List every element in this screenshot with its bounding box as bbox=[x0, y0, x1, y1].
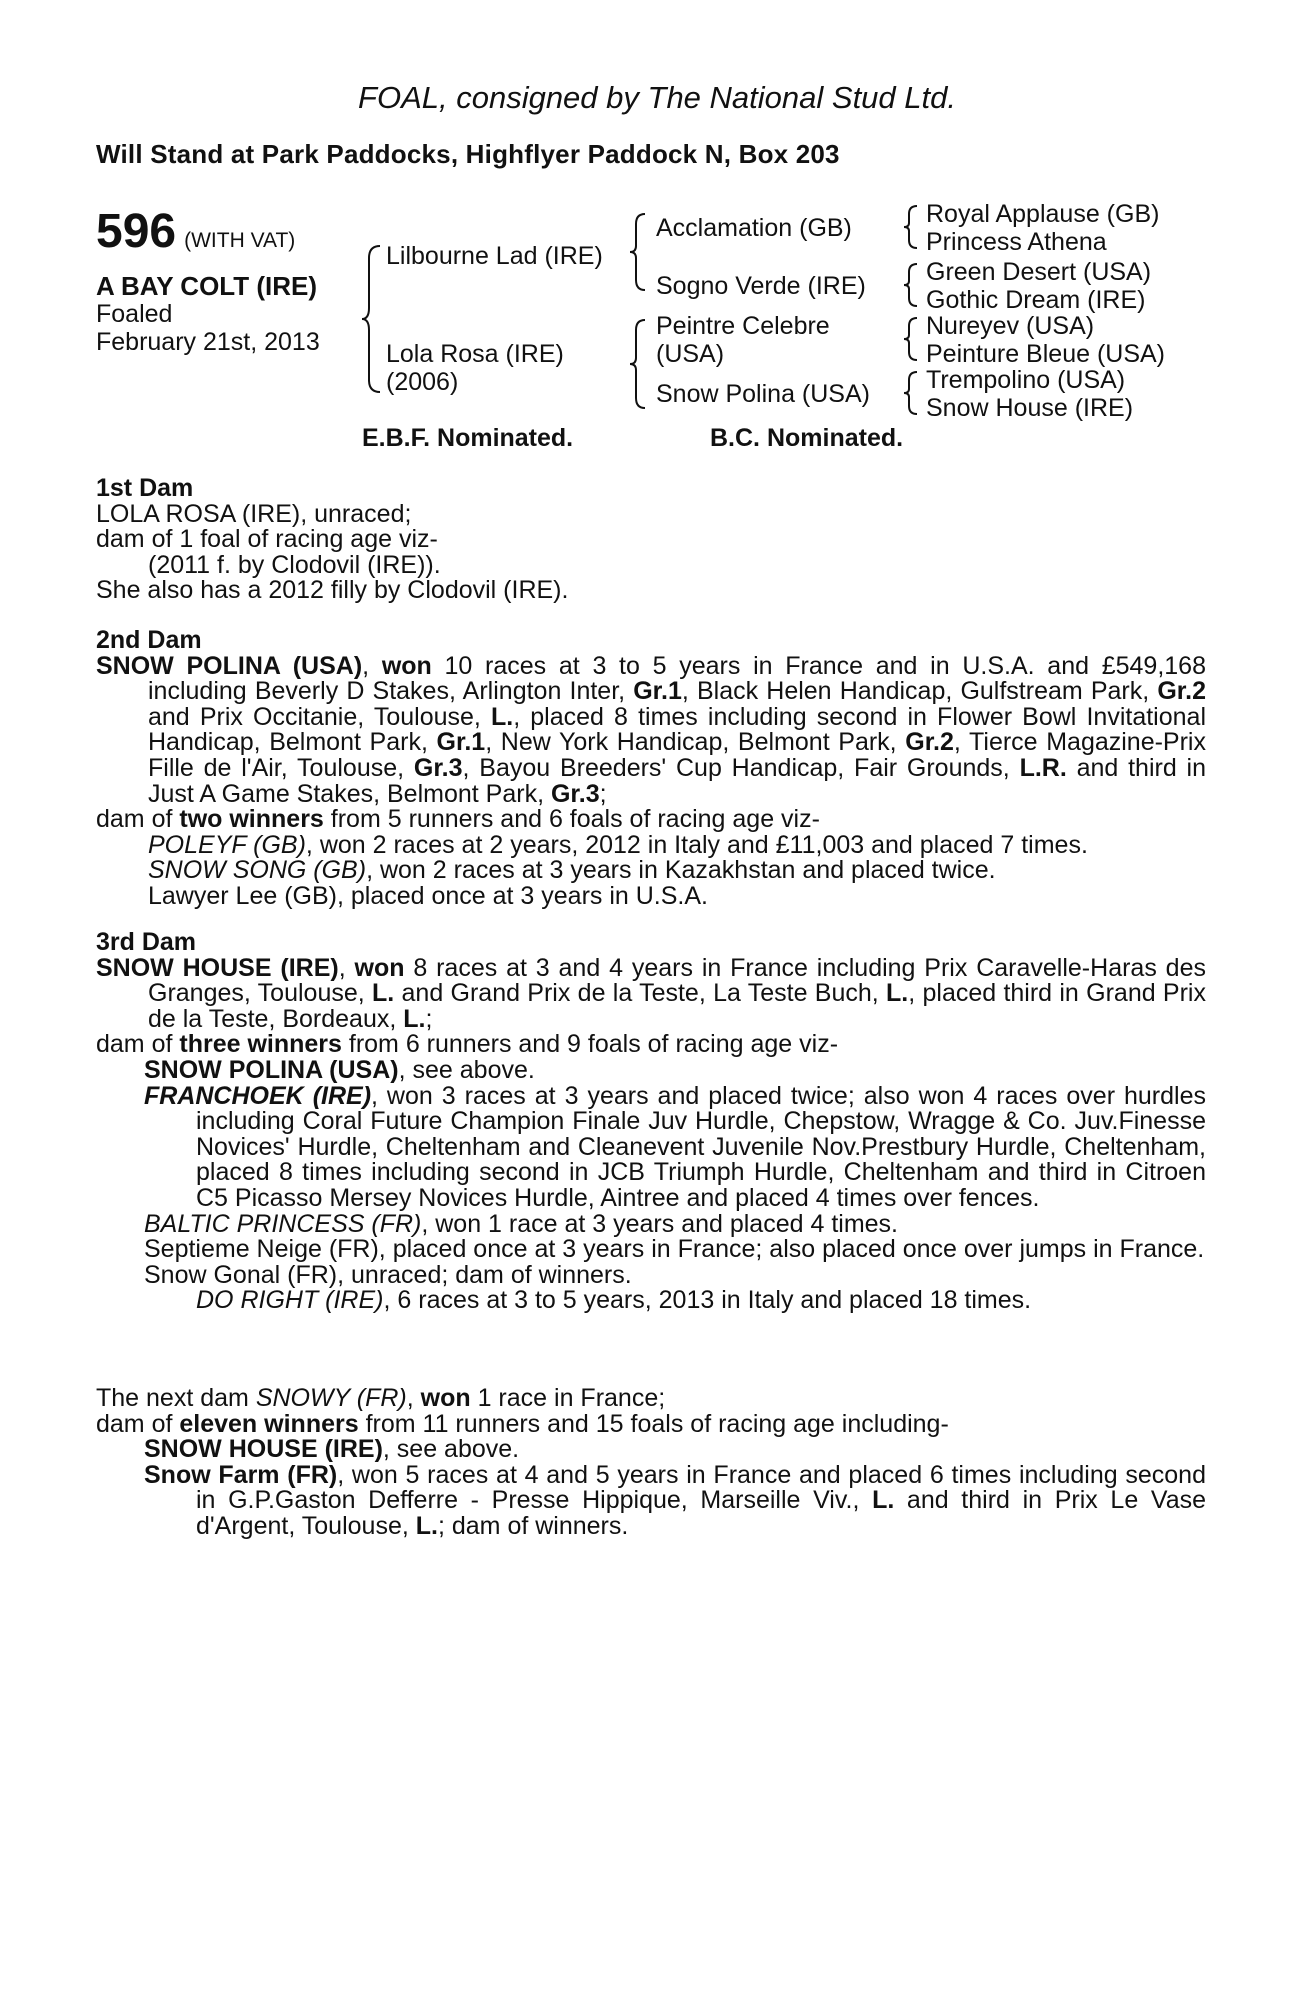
progeny-line bbox=[96, 1288, 1206, 1314]
grade-badge: Gr.2 bbox=[905, 728, 954, 757]
grade-badge: Gr.3 bbox=[413, 753, 463, 782]
foaled-date: February 21st, 2013 bbox=[96, 328, 320, 356]
dam-of-line bbox=[96, 1032, 1206, 1058]
record-text: , Bayou Breeders' Cup Handicap, Fair Grounds, bbox=[462, 753, 1020, 782]
record-text: and third in Just A Game Stakes, Belmont Park, bbox=[148, 753, 1206, 808]
first-dam-line: dam of 1 foal of racing age viz- bbox=[96, 525, 438, 554]
progeny-text: , won 1 race at 3 years and placed 4 times. bbox=[421, 1209, 898, 1238]
third-dam-record: SNOW HOUSE (IRE), won 8 races at 3 and 4 years in France including Prix Caravelle-Haras des Granges, Toulouse, L. and Grand Prix de la Teste, La Teste Buch, L., placed third in Grand Prix de la Teste, Bordeaux, L.; bbox=[96, 953, 1206, 1033]
progeny-name: SNOW SONG (GB) bbox=[148, 856, 367, 885]
progeny-name: BALTIC PRINCESS (FR) bbox=[144, 1209, 422, 1238]
progeny-name: Snow Farm (FR) bbox=[144, 1460, 338, 1489]
pedigree-dam-line2: (2006) bbox=[386, 368, 459, 396]
listed-badge: L. bbox=[372, 979, 395, 1008]
pedigree-brace-main bbox=[360, 244, 384, 394]
progeny-line: Snow Gonal (FR), unraced; dam of winners. bbox=[144, 1260, 632, 1289]
progeny-name: POLEYF (GB) bbox=[148, 830, 306, 859]
dam-of-text: dam of bbox=[96, 1409, 180, 1438]
record-text: , placed 8 times including second in Flower Bowl Invitational Handicap, Belmont Park, bbox=[148, 702, 1207, 757]
progeny-text: , won 2 races at 3 years in Kazakhstan and placed twice. bbox=[366, 856, 996, 885]
dam-of-text: from 6 runners and 9 foals of racing age viz- bbox=[341, 1030, 839, 1059]
dam-of-text: from 5 runners and 6 foals of racing age viz- bbox=[323, 805, 820, 834]
listed-badge: L. bbox=[403, 1004, 426, 1033]
next-dam-text: 1 race in France; bbox=[470, 1384, 666, 1412]
grade-badge: Gr.3 bbox=[550, 779, 600, 808]
first-dam-line: She also has a 2012 filly by Clodovil (IRE). bbox=[96, 576, 569, 605]
pedigree-ddd: Snow House (IRE) bbox=[926, 394, 1134, 422]
progeny-line bbox=[96, 830, 1206, 859]
pedigree-sss: Royal Applause (GB) bbox=[926, 200, 1160, 228]
progeny-line bbox=[96, 858, 1206, 884]
consignor-heading: FOAL, consigned by The National Stud Ltd. bbox=[358, 80, 956, 115]
pedigree-brace-sire bbox=[628, 212, 648, 292]
dam-of-line bbox=[96, 807, 1206, 833]
record-text: , Black Helen Handicap, Gulfstream Park, bbox=[681, 677, 1158, 706]
bc-nominated: B.C. Nominated. bbox=[710, 424, 904, 452]
first-dam-line: (2011 f. by Clodovil (IRE)). bbox=[148, 550, 441, 579]
dam-of-line bbox=[96, 1409, 1206, 1438]
first-dam-section bbox=[96, 476, 1206, 604]
progeny-name: DO RIGHT (IRE) bbox=[196, 1286, 384, 1315]
progeny-name: SNOW POLINA (USA) bbox=[144, 1055, 399, 1084]
pedigree-dam-line1: Lola Rosa (IRE) bbox=[386, 340, 564, 368]
grade-badge: Gr.2 bbox=[1157, 677, 1206, 706]
progeny-name: SNOW HOUSE (IRE) bbox=[144, 1435, 383, 1464]
next-dam-line bbox=[96, 1386, 1206, 1412]
progeny-text: , see above. bbox=[382, 1435, 520, 1464]
second-dam-title: 2nd Dam bbox=[96, 626, 202, 654]
second-dam-section bbox=[96, 628, 1206, 910]
progeny-line bbox=[96, 1081, 1206, 1212]
progeny-text: and third in Prix Le Vase d'Argent, Toulouse, bbox=[196, 1486, 1207, 1540]
record-text: ; bbox=[599, 779, 607, 808]
progeny-line bbox=[96, 1437, 1206, 1463]
pedigree-sdd: Gothic Dream (IRE) bbox=[926, 286, 1146, 314]
record-text: , Tierce Magazine-Prix Fille de l'Air, Toulouse, bbox=[148, 728, 1206, 782]
pedigree-sire-sire: Acclamation (GB) bbox=[656, 214, 852, 242]
next-dam-section bbox=[96, 1386, 1206, 1540]
progeny-text: , won 2 races at 2 years, 2012 in Italy and £11,003 and placed 7 times. bbox=[305, 830, 1088, 859]
record-text: 10 races at 3 to 5 years in France and in U.S.A. and £549,168 including Beverly D Stakes, Arlington Inter, bbox=[148, 651, 1206, 706]
pedigree-brace-dd bbox=[902, 370, 920, 416]
pedigree-dam-dam: Snow Polina (USA) bbox=[656, 380, 870, 408]
grade-badge: Gr.1 bbox=[633, 677, 682, 706]
record-text: and Prix Occitanie, Toulouse, bbox=[148, 702, 491, 731]
progeny-text: , 6 races at 3 to 5 years, 2013 in Italy and placed 18 times. bbox=[383, 1286, 1032, 1315]
pedigree-dam-sire-line1: Peintre Celebre bbox=[656, 312, 830, 340]
ebf-nominated: E.B.F. Nominated. bbox=[362, 424, 574, 452]
pedigree-sds: Green Desert (USA) bbox=[926, 258, 1152, 286]
winners-count: three winners bbox=[179, 1030, 342, 1059]
record-text: , New York Handicap, Belmont Park, bbox=[485, 728, 906, 757]
foaled-label: Foaled bbox=[96, 300, 173, 328]
pedigree-ssd: Princess Athena bbox=[926, 228, 1107, 256]
lot-number bbox=[96, 206, 295, 267]
pedigree-dds: Trempolino (USA) bbox=[926, 366, 1126, 394]
progeny-line bbox=[96, 1055, 1206, 1084]
record-text: 8 races at 3 and 4 years in France including Prix Caravelle-Haras des Granges, Toulouse, bbox=[148, 953, 1206, 1008]
first-dam-title: 1st Dam bbox=[96, 474, 194, 502]
pedigree-dsd: Peinture Bleue (USA) bbox=[926, 340, 1166, 368]
record-text: and Grand Prix de la Teste, La Teste Buch, bbox=[394, 979, 887, 1008]
winners-count: two winners bbox=[179, 805, 324, 834]
pedigree-dss: Nureyev (USA) bbox=[926, 312, 1095, 340]
second-dam-record: SNOW POLINA (USA), won 10 races at 3 to 5 years in France and in U.S.A. and £549,168 including Beverly D Stakes, Arlington Inter, Gr.1, Black Helen Handicap, Gulfstream Park, Gr.2 and Prix Occitanie, Toulouse, L., placed 8 times including second in Flower Bowl Invitational Handicap, Belmont Park, Gr.1, New York Handicap, Belmont Park, Gr.2, Tierce Magazine-Prix Fille de l'Air, Toulouse, Gr.3, Bayou Breeders' Cup Handicap, Fair Grounds, L.R. and third in Just A Game Stakes, Belmont Park, Gr.3; bbox=[96, 651, 1207, 808]
listed-badge: L.R. bbox=[1019, 753, 1067, 782]
grade-badge: Gr.1 bbox=[436, 728, 486, 757]
pedigree-brace-ss bbox=[902, 204, 920, 250]
pedigree-brace-dam bbox=[628, 318, 648, 410]
pedigree-sire: Lilbourne Lad (IRE) bbox=[386, 242, 603, 270]
dam-of-text: from 11 runners and 15 foals of racing age including- bbox=[358, 1409, 949, 1438]
pedigree-sire-dam: Sogno Verde (IRE) bbox=[656, 272, 866, 300]
progeny-text: , won 3 races at 3 years and placed twice; also won 4 races over hurdles including Coral Future Champion Finale Juv Hurdle, Chepstow, Wragge & Co. Juv.Finesse Novices' Hurdle, Cheltenham and Cleanevent Juvenile Nov.Prestbury Hurdle, Cheltenham, placed 8 times including second in JCB Triumph Hurdle, Cheltenham and third in Citroen C5 Picasso Mersey Novices Hurdle, Aintree and placed 4 times over fences. bbox=[196, 1081, 1206, 1212]
third-dam-title: 3rd Dam bbox=[96, 928, 197, 956]
progeny-text: , won 5 races at 4 and 5 years in France and placed 6 times including second in G.P.Gaston Defferre - Presse Hippique, Marseille Viv., bbox=[196, 1460, 1206, 1515]
lot-name: A BAY COLT (IRE) bbox=[96, 271, 318, 301]
listed-badge: L. bbox=[415, 1511, 438, 1540]
third-dam-section bbox=[96, 930, 1206, 1314]
progeny-text: ; dam of winners. bbox=[437, 1511, 629, 1540]
listed-badge: L. bbox=[886, 979, 909, 1008]
next-dam-text: , bbox=[406, 1384, 421, 1412]
listed-badge: L. bbox=[872, 1486, 895, 1515]
progeny-text: , see above. bbox=[398, 1055, 535, 1084]
record-text: ; bbox=[425, 1004, 433, 1033]
progeny-line: Lawyer Lee (GB), placed once at 3 years in U.S.A. bbox=[148, 881, 708, 910]
stand-location: Will Stand at Park Paddocks, Highflyer Paddock N, Box 203 bbox=[96, 139, 840, 169]
lot-number-value: 596 bbox=[96, 205, 177, 258]
progeny-line bbox=[96, 1460, 1207, 1540]
dam-name: SNOW POLINA (USA) bbox=[96, 651, 363, 680]
won-label: won bbox=[420, 1384, 471, 1412]
progeny-line bbox=[96, 1209, 1206, 1238]
dam-name: SNOW HOUSE (IRE) bbox=[96, 953, 339, 982]
first-dam-line: LOLA ROSA (IRE), unraced; bbox=[96, 499, 412, 528]
dam-name: SNOWY (FR) bbox=[255, 1384, 407, 1412]
dam-of-text: dam of bbox=[96, 1030, 180, 1059]
progeny-line: Septieme Neige (FR), placed once at 3 years in France; also placed once over jumps in France. bbox=[144, 1235, 1205, 1264]
pedigree-brace-ds bbox=[902, 316, 920, 362]
listed-badge: L. bbox=[490, 702, 514, 731]
next-dam-text: The next dam bbox=[96, 1384, 256, 1412]
progeny-name: FRANCHOEK (IRE) bbox=[144, 1081, 372, 1110]
winners-count: eleven winners bbox=[179, 1409, 359, 1438]
vat-label: (WITH VAT) bbox=[184, 229, 296, 252]
pedigree-dam-sire-line2: (USA) bbox=[656, 340, 725, 368]
won-label: won bbox=[354, 953, 405, 982]
won-label: won bbox=[381, 651, 432, 680]
dam-of-text: dam of bbox=[96, 805, 180, 834]
record-text: , placed third in Grand Prix de la Teste, Bordeaux, bbox=[148, 979, 1206, 1033]
pedigree-brace-sd bbox=[902, 262, 920, 308]
